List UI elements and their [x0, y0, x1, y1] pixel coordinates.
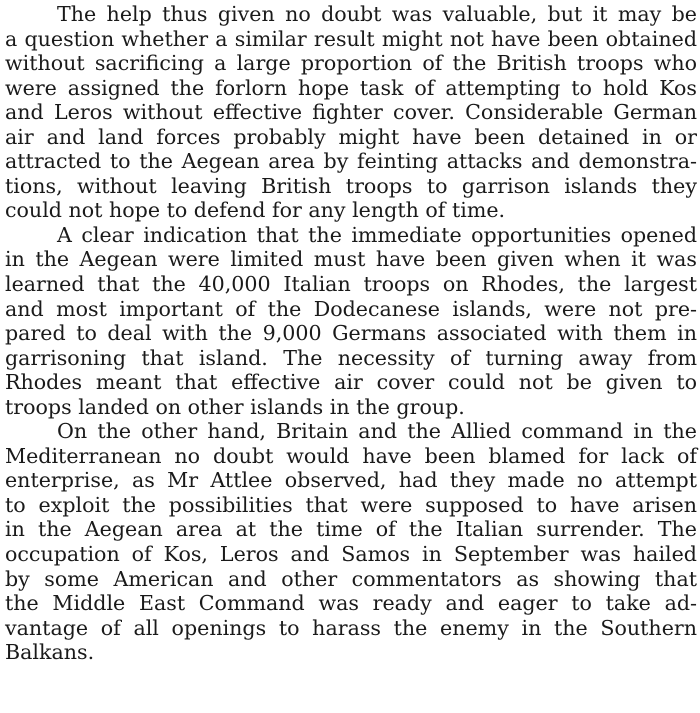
text-line: The help thus given no doubt was valuable, but it may be — [57, 2, 697, 26]
text-line: tions, without leaving British troops to garrison islands they — [5, 173, 697, 198]
text-line: pared to deal with the 9,000 Germans associated with them in — [5, 321, 697, 346]
text-line: to exploit the possibilities that were supposed to have arisen — [5, 492, 697, 517]
text-line: a question whether a similar result might not have been obtained — [5, 26, 697, 51]
paragraph-1 — [5, 2, 697, 223]
text-line: in the Aegean were limited must have been given when it was — [5, 247, 697, 272]
text-line: learned that the 40,000 Italian troops on Rhodes, the largest — [5, 272, 697, 297]
text-line: A clear indication that the immediate opportunities opened — [57, 222, 697, 247]
text-line: in the Aegean area at the time of the Italian surrender. The — [5, 517, 697, 542]
text-line: air and land forces probably might have been detained in or — [5, 124, 697, 149]
text-line: troops landed on other islands in the group. — [5, 394, 465, 419]
paragraph-2 — [5, 223, 697, 419]
text-line: enterprise, as Mr Attlee observed, had they made no attempt — [5, 468, 697, 493]
text-line: could not hope to defend for any length of time. — [5, 198, 506, 223]
text-line: and most important of the Dodecanese islands, were not pre- — [5, 296, 697, 321]
text-line: were assigned the forlorn hope task of attempting to hold Kos — [5, 75, 697, 100]
text-line: occupation of Kos, Leros and Samos in September was hailed — [5, 542, 697, 567]
text-line: Mediterranean no doubt would have been blamed for lack of — [5, 443, 697, 468]
text-line: and Leros without effective fighter cover. Considerable German — [5, 100, 697, 125]
text-line: the Middle East Command was ready and eager to take ad- — [5, 591, 697, 616]
text-line: without sacrificing a large proportion of the British troops who — [5, 51, 697, 76]
text-line: by some American and other commentators as showing that — [5, 566, 697, 591]
text-line: Balkans. — [5, 640, 95, 665]
text-line: vantage of all openings to harass the enemy in the Southern — [5, 615, 697, 640]
text-line: On the other hand, Britain and the Allied command in the — [57, 419, 697, 444]
text-line: attracted to the Aegean area by feinting attacks and demonstra- — [5, 149, 697, 174]
text-line: Rhodes meant that effective air cover could not be given to — [5, 370, 697, 395]
text-line: garrisoning that island. The necessity of turning away from — [5, 345, 697, 370]
article-body — [5, 2, 697, 665]
paragraph-3 — [5, 419, 697, 664]
